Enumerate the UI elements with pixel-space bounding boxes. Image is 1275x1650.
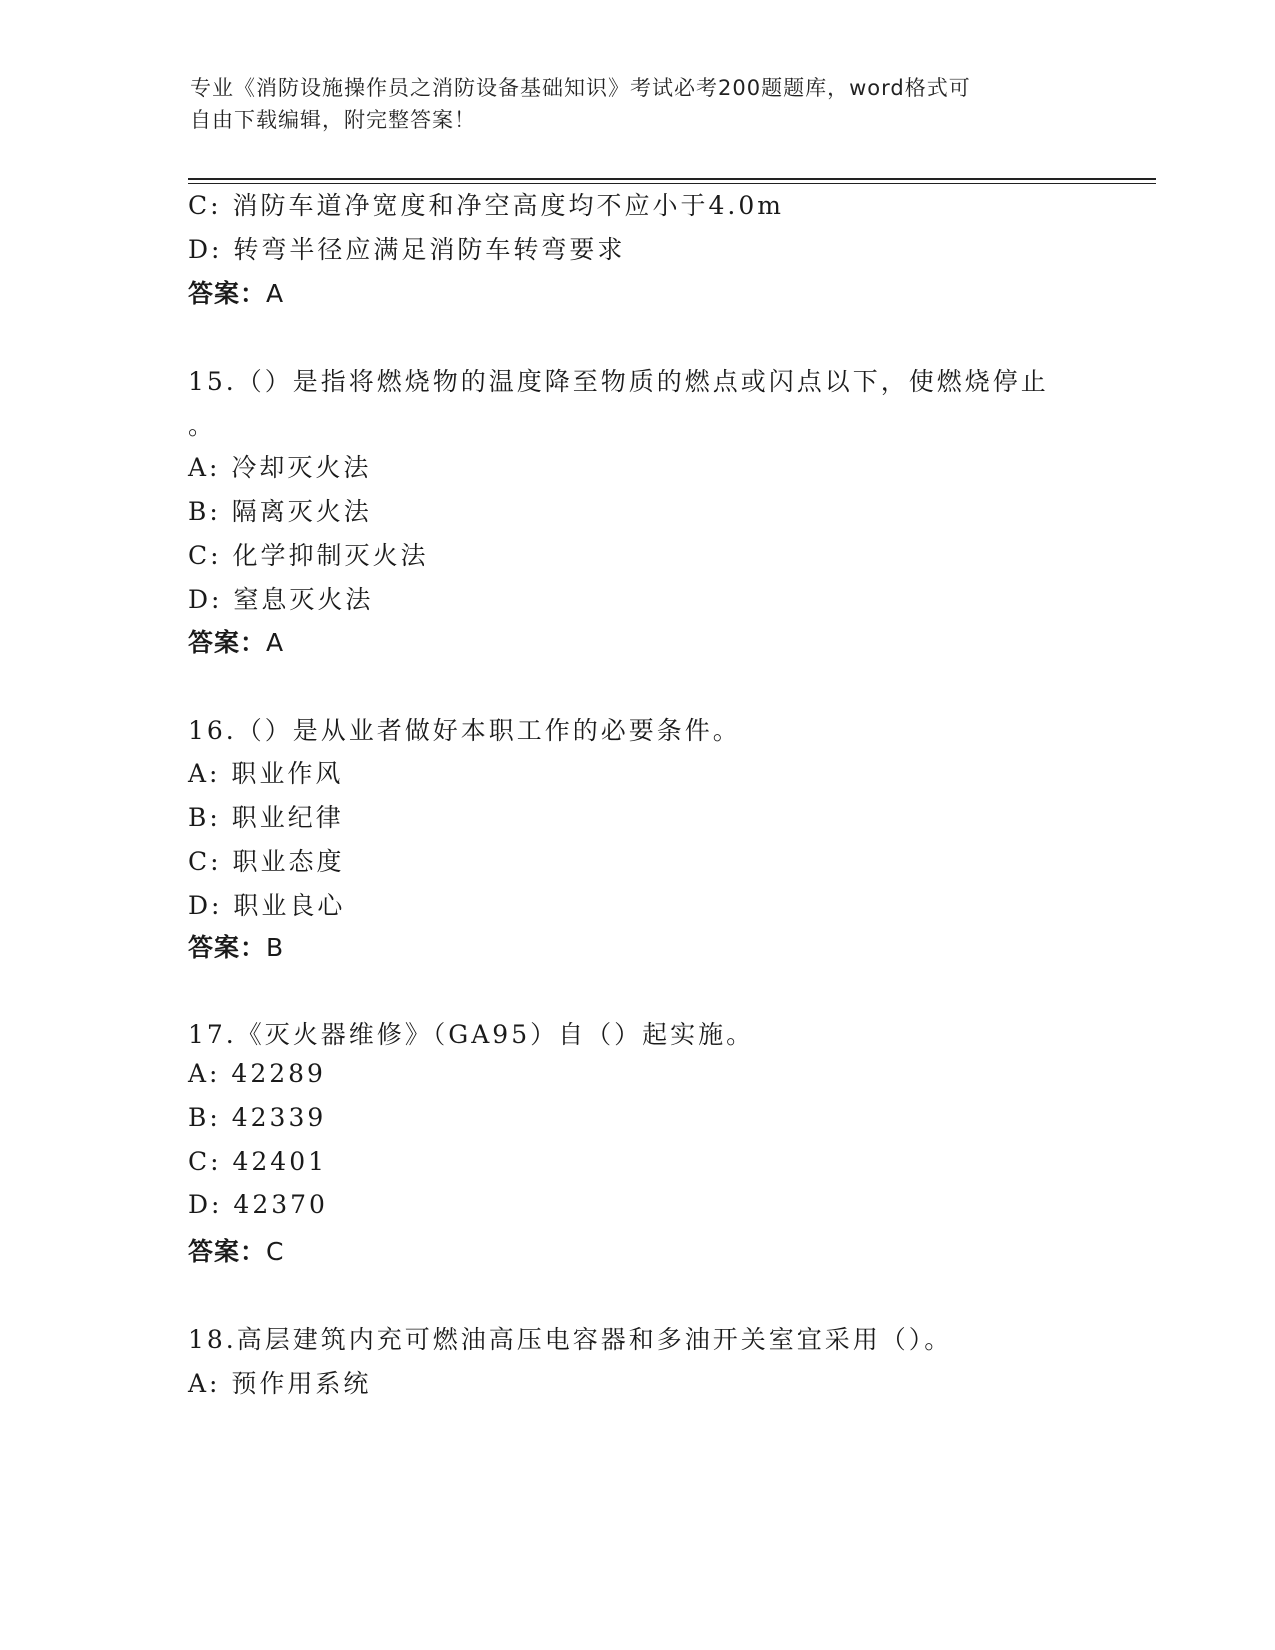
q14-option-d: D: 转弯半径应满足消防车转弯要求 xyxy=(188,235,626,264)
q15-answer xyxy=(188,623,284,659)
q17-option-d: D: 42370 xyxy=(188,1190,328,1219)
answer-label: 答案： xyxy=(188,1237,267,1266)
header-line-2: 自由下载编辑，附完整答案！ xyxy=(190,108,476,132)
q18-option-a: A: 预作用系统 xyxy=(188,1369,372,1398)
answer-value: C xyxy=(266,1237,285,1266)
q14-option-c: C: 消防车道净宽度和净空高度均不应小于4.0m xyxy=(188,191,784,220)
document-header xyxy=(190,72,1070,136)
q15-option-d: D: 窒息灭火法 xyxy=(188,585,374,614)
q17-answer xyxy=(188,1232,284,1268)
header-divider-thick xyxy=(188,178,1156,180)
answer-label: 答案： xyxy=(188,279,267,308)
answer-value: A xyxy=(266,279,285,308)
header-divider-thin xyxy=(188,183,1156,184)
q15-option-b: B: 隔离灭火法 xyxy=(188,497,372,526)
q15-stem-line-2: 。 xyxy=(188,411,217,440)
q16-stem: 16.（）是从业者做好本职工作的必要条件。 xyxy=(188,716,741,745)
q17-option-b: B: 42339 xyxy=(188,1103,327,1132)
q16-option-b: B: 职业纪律 xyxy=(188,803,344,832)
answer-label: 答案： xyxy=(188,933,267,962)
q16-option-d: D: 职业良心 xyxy=(188,891,346,920)
q17-option-a: A: 42289 xyxy=(188,1059,326,1088)
q15-option-c: C: 化学抑制灭火法 xyxy=(188,541,429,570)
header-line-1: 专业《消防设施操作员之消防设备基础知识》考试必考200题题库，word格式可 xyxy=(190,76,971,100)
q16-option-a: A: 职业作风 xyxy=(188,759,344,788)
q15-stem-line-1: 15.（）是指将燃烧物的温度降至物质的燃点或闪点以下，使燃烧停止 xyxy=(188,367,1049,396)
answer-value: B xyxy=(266,933,285,962)
q16-option-c: C: 职业态度 xyxy=(188,847,345,876)
answer-label: 答案： xyxy=(188,628,267,657)
q15-option-a: A: 冷却灭火法 xyxy=(188,453,372,482)
q14-answer xyxy=(188,274,284,310)
q18-stem: 18.高层建筑内充可燃油高压电容器和多油开关室宜采用（）。 xyxy=(188,1325,953,1354)
q17-option-c: C: 42401 xyxy=(188,1147,328,1176)
q17-stem: 17.《灭火器维修》（GA95）自（）起实施。 xyxy=(188,1020,755,1049)
answer-value: A xyxy=(266,628,285,657)
q16-answer xyxy=(188,928,284,964)
